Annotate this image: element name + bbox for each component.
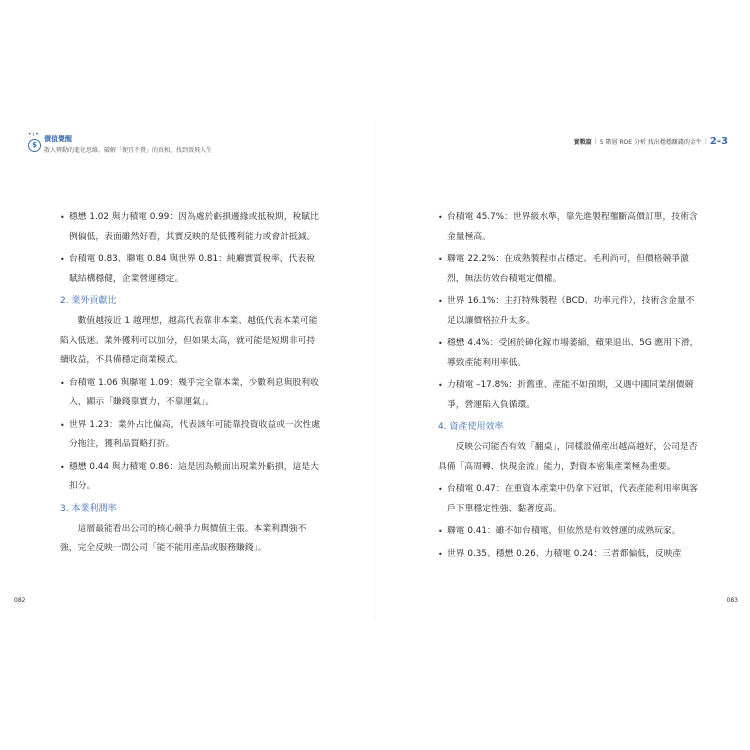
bullet-icon: • [438,381,443,390]
section-heading: 4. 資產使用效率 [438,422,504,432]
section-heading: 2. 業外貢獻比 [60,296,117,306]
bullet-icon: • [438,255,443,264]
page-gutter [374,120,376,620]
bullet-item [438,250,700,289]
bullet-text: 台積電 1.06 與聯電 1.09：幾乎完全靠本業，少數利息與股利收入，顯示「賺錢靠實力，不靠運氣」。 [69,377,319,407]
bullet-item [438,522,700,542]
bullet-item [60,416,322,455]
bullet-text: 聯電 0.41：雖不如台積電，但依然是有效營運的成熟玩家。 [447,526,681,536]
bullet-icon: • [60,462,65,472]
bullet-text: 力積電 –17.8%：折舊重、產能不如預期，又遇中國同業削價競爭，營運陷入負循環。 [447,380,694,410]
header-separator: | [594,138,597,145]
bullet-icon: • [60,255,65,264]
bullet-icon: • [60,378,65,388]
bullet-text: 世界 0.35、穩懋 0.26、力積電 0.24：三者都偏低，反映產 [447,548,682,559]
bullet-text: 聯電 22.2%：在成熟製程市占穩定、毛利尚可，但價格競爭激烈，無法仿效台積電定價權。 [447,254,689,284]
section-label: 5 階層 ROE 分析 找出穩穩賺錢的金牛 [599,139,702,146]
bullet-text: 世界 1.23：業外占比偏高，代表該年可能靠投資收益或一次性處分拖注，獲利品質略打折。 [69,419,321,449]
left-page-number: 082 [14,597,26,604]
bullet-item [60,250,322,289]
bullet-text: 穩懋 4.4%：受困於砷化鎵市場萎縮，蘋果退出、5G 應用下滑，導致產能利用率低。 [447,338,699,368]
body-paragraph: 數值越接近 1 越理想，越高代表靠非本業、越低代表本業可能陷入低迷。業外獲利可以加分，但如果太高，就可能是短期非可持續收益，不具備穩定商業模式。 [60,316,318,365]
bullet-icon: • [438,485,443,494]
bullet-text: 穩懋 0.44 與力積電 0.86：這是因為帳面出現業外虧損，這是大扣分。 [69,461,319,491]
bullet-icon: • [60,213,65,222]
header-separator: | [704,138,707,145]
dollar-coin-icon: •ı• $ [28,131,40,147]
body-paragraph: 這層最能看出公司的核心競爭力與價值主張。本業利潤強不強，完全反映一間公司「能不能用產品或服務賺錢」。 [60,523,307,553]
bullet-item [438,208,700,247]
bullet-item [438,334,700,373]
part-label: 實戰篇 [573,139,592,146]
bullet-icon: • [438,527,443,536]
right-running-header [574,136,728,147]
bullet-item [60,208,322,247]
series-title: 價值覺醒 [44,135,72,143]
bullet-item [438,480,700,519]
bullet-text: 世界 16.1%：主打特殊製程（BCD、功率元件），技術含金量不足以讓價格拉升太多。 [447,296,695,326]
bullet-item [438,376,700,415]
bullet-text: 台積電 0.47：在重資本產業中仍拿下冠軍，代表產能利用率與客戶下單穩定性強、黏著度高。 [447,484,699,514]
series-subtitle: 散人辨動的進化思維，破解「便宜不貴」的真相，找到賣飛人生 [44,147,213,154]
bullet-icon: • [60,420,65,430]
chapter-number: 2-3 [709,136,728,147]
bullet-text: 穩懋 1.02 與力積電 0.99：因為處於虧損邊緣或抵稅期，稅賦比例偏低，表面雖然好看，其實反映的是低獲利能力或會計抵減。 [69,212,319,242]
bullet-item [60,458,322,497]
left-page-body [60,208,322,562]
body-paragraph: 反映公司能否有效「翻桌」，同樣設備產出越高越好，公司是否具備「高周轉、快現金流」能力，對資本密集產業極為重要。 [438,442,698,472]
bullet-icon: • [438,339,443,348]
section-heading: 3. 本業利潤率 [60,503,117,514]
bullet-text: 台積電 0.83、聯電 0.84 與世界 0.81：純廳實質稅率，代表稅賦結構穩健，企業營運穩定。 [69,254,315,284]
bullet-icon: • [438,213,443,222]
bullet-item [438,545,700,565]
bullet-icon: • [438,297,443,306]
right-page-body [438,208,700,567]
bullet-item [438,292,700,331]
right-page-number: 083 [726,597,738,604]
bullet-item [60,374,322,413]
bullet-text: 台積電 45.7%：世界級水準，靠先進製程壟斷高價訂單，技術含金量極高。 [447,212,698,242]
bullet-icon: • [438,549,443,559]
